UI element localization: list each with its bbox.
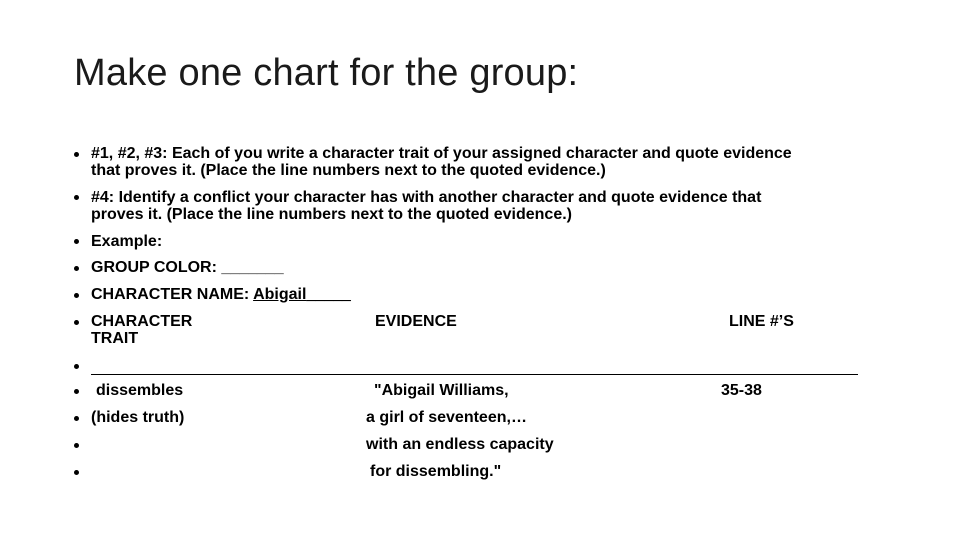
character-name-label: CHARACTER NAME: xyxy=(91,286,254,303)
instruction-1-line-1: #1, #2, #3: Each of you write a character trait of your assigned character and quote evidence xyxy=(91,145,792,162)
bullet-dot xyxy=(74,364,79,369)
line-numbers-value: 35-38 xyxy=(721,382,762,399)
bullet-dot xyxy=(74,470,79,475)
bullet-dot xyxy=(74,443,79,448)
table-divider xyxy=(91,374,858,375)
character-name-blank: _____ xyxy=(306,286,351,303)
instruction-2-line-1: #4: Identify a conflict your character has with another character and quote evidence that xyxy=(91,189,762,206)
trait-value-line-2: (hides truth) xyxy=(91,409,185,426)
slide-title: Make one chart for the group: xyxy=(74,52,579,94)
bullet-dot xyxy=(74,239,79,244)
header-trait-line-1: CHARACTER xyxy=(91,313,193,330)
instruction-2-line-2: proves it. (Place the line numbers next to the quoted evidence.) xyxy=(91,206,572,223)
header-line-numbers: LINE #’S xyxy=(729,313,794,330)
example-label: Example: xyxy=(91,233,163,250)
header-trait-line-2: TRAIT xyxy=(91,330,139,347)
character-name-value: Abigail xyxy=(253,286,307,303)
character-name-row xyxy=(91,286,351,304)
header-evidence: EVIDENCE xyxy=(375,313,457,330)
bullet-dot xyxy=(74,293,79,298)
bullet-dot xyxy=(74,195,79,200)
bullet-dot xyxy=(74,266,79,271)
instruction-1-line-2: that proves it. (Place the line numbers next to the quoted evidence.) xyxy=(91,162,606,179)
evidence-line-2: a girl of seventeen,… xyxy=(366,409,527,426)
bullet-dot xyxy=(74,320,79,325)
group-color-label: GROUP COLOR: _______ xyxy=(91,259,284,276)
evidence-line-1: "Abigail Williams, xyxy=(374,382,509,399)
bullet-dot xyxy=(74,152,79,157)
evidence-line-4: for dissembling." xyxy=(370,463,502,480)
trait-value-line-1: dissembles xyxy=(96,382,184,399)
bullet-dot xyxy=(74,389,79,394)
bullet-dot xyxy=(74,416,79,421)
evidence-line-3: with an endless capacity xyxy=(366,436,554,453)
